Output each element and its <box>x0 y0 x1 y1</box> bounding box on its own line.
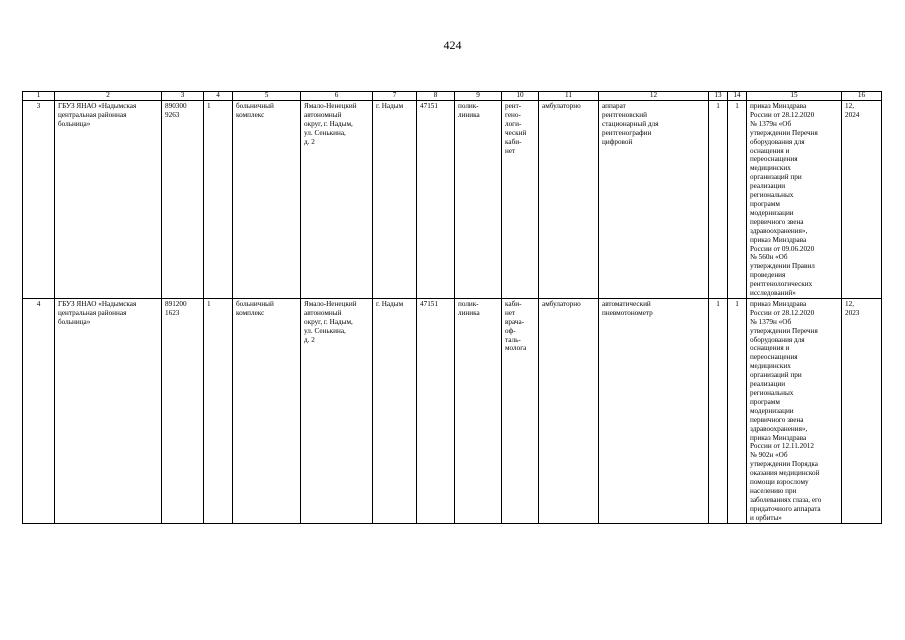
equipment-table <box>22 91 882 524</box>
column-number-row <box>23 92 882 101</box>
quantity-cell: 1 <box>709 298 728 523</box>
unit-cell: полик- линика <box>455 101 502 299</box>
code-cell: 890300 9263 <box>162 101 204 299</box>
quantity-cell: 1 <box>709 101 728 299</box>
column-number: 5 <box>233 92 301 101</box>
regulation-cell: приказ Минздрава России от 28.12.2020 № 1379н «Об утверждении Перечня оборудования для оснащения и переоснащения медицинских организаций при реализации региональных программ модернизации первичного звена здравоохранения», приказ Минздрава России от 12.11.2012 № 902н «Об утверждении Порядка оказания медицинской помощи взрослому населению при заболеваниях глаза, его придаточного аппарата и орбиты» <box>747 298 842 523</box>
organization-cell: ГБУЗ ЯНАО «Надымская центральная районная больница» <box>55 101 162 299</box>
row-number-cell: 3 <box>23 101 55 299</box>
unit-cell: полик- линика <box>455 298 502 523</box>
city-cell: г. Надым <box>373 298 417 523</box>
column-number: 3 <box>162 92 204 101</box>
column-number: 10 <box>502 92 539 101</box>
column-number: 16 <box>842 92 882 101</box>
equipment-cell: автоматический пневмотонометр <box>599 298 709 523</box>
city-cell: г. Надым <box>373 101 417 299</box>
cabinet-cell: каби- нет врача- оф- таль- молога <box>502 298 539 523</box>
table-row <box>23 298 882 523</box>
count-cell: 1 <box>204 298 233 523</box>
column-number: 11 <box>539 92 599 101</box>
table-row <box>23 101 882 299</box>
organization-cell: ГБУЗ ЯНАО «Надымская центральная районная больница» <box>55 298 162 523</box>
care-mode-cell: амбулаторно <box>539 101 599 299</box>
column-number: 13 <box>709 92 728 101</box>
column-number: 2 <box>55 92 162 101</box>
quantity-cell: 1 <box>728 101 747 299</box>
page-number: 424 <box>443 38 462 52</box>
column-number: 1 <box>23 92 55 101</box>
column-number: 12 <box>599 92 709 101</box>
date-cell: 12, 2024 <box>842 101 882 299</box>
column-number: 4 <box>204 92 233 101</box>
column-number: 14 <box>728 92 747 101</box>
row-number-cell: 4 <box>23 298 55 523</box>
column-number: 8 <box>417 92 455 101</box>
address-cell: Ямало-Ненецкий автономный округ, г. Надым, ул. Сенькина, д. 2 <box>301 298 373 523</box>
cabinet-cell: рент- гено- логи- ческий каби- нет <box>502 101 539 299</box>
facility-type-cell: больничный комплекс <box>233 298 301 523</box>
address-cell: Ямало-Ненецкий автономный округ, г. Надым, ул. Сенькина, д. 2 <box>301 101 373 299</box>
facility-type-cell: больничный комплекс <box>233 101 301 299</box>
count-cell: 1 <box>204 101 233 299</box>
column-number: 9 <box>455 92 502 101</box>
quantity-cell: 1 <box>728 298 747 523</box>
column-number: 15 <box>747 92 842 101</box>
care-mode-cell: амбулаторно <box>539 298 599 523</box>
column-number: 6 <box>301 92 373 101</box>
date-cell: 12, 2023 <box>842 298 882 523</box>
equipment-cell: аппарат рентгеновский стационарный для рентгенографии цифровой <box>599 101 709 299</box>
oktmo-cell: 47151 <box>417 298 455 523</box>
column-number: 7 <box>373 92 417 101</box>
oktmo-cell: 47151 <box>417 101 455 299</box>
regulation-cell: приказ Минздрава России от 28.12.2020 № 1379н «Об утверждении Перечня оборудования для оснащения и переоснащения медицинских организаций при реализации региональных программ модернизации первичного звена здравоохранения», приказ Минздрава России от 09.06.2020 № 560н «Об утверждении Правил проведения рентгенологических исследований» <box>747 101 842 299</box>
code-cell: 891200 1623 <box>162 298 204 523</box>
